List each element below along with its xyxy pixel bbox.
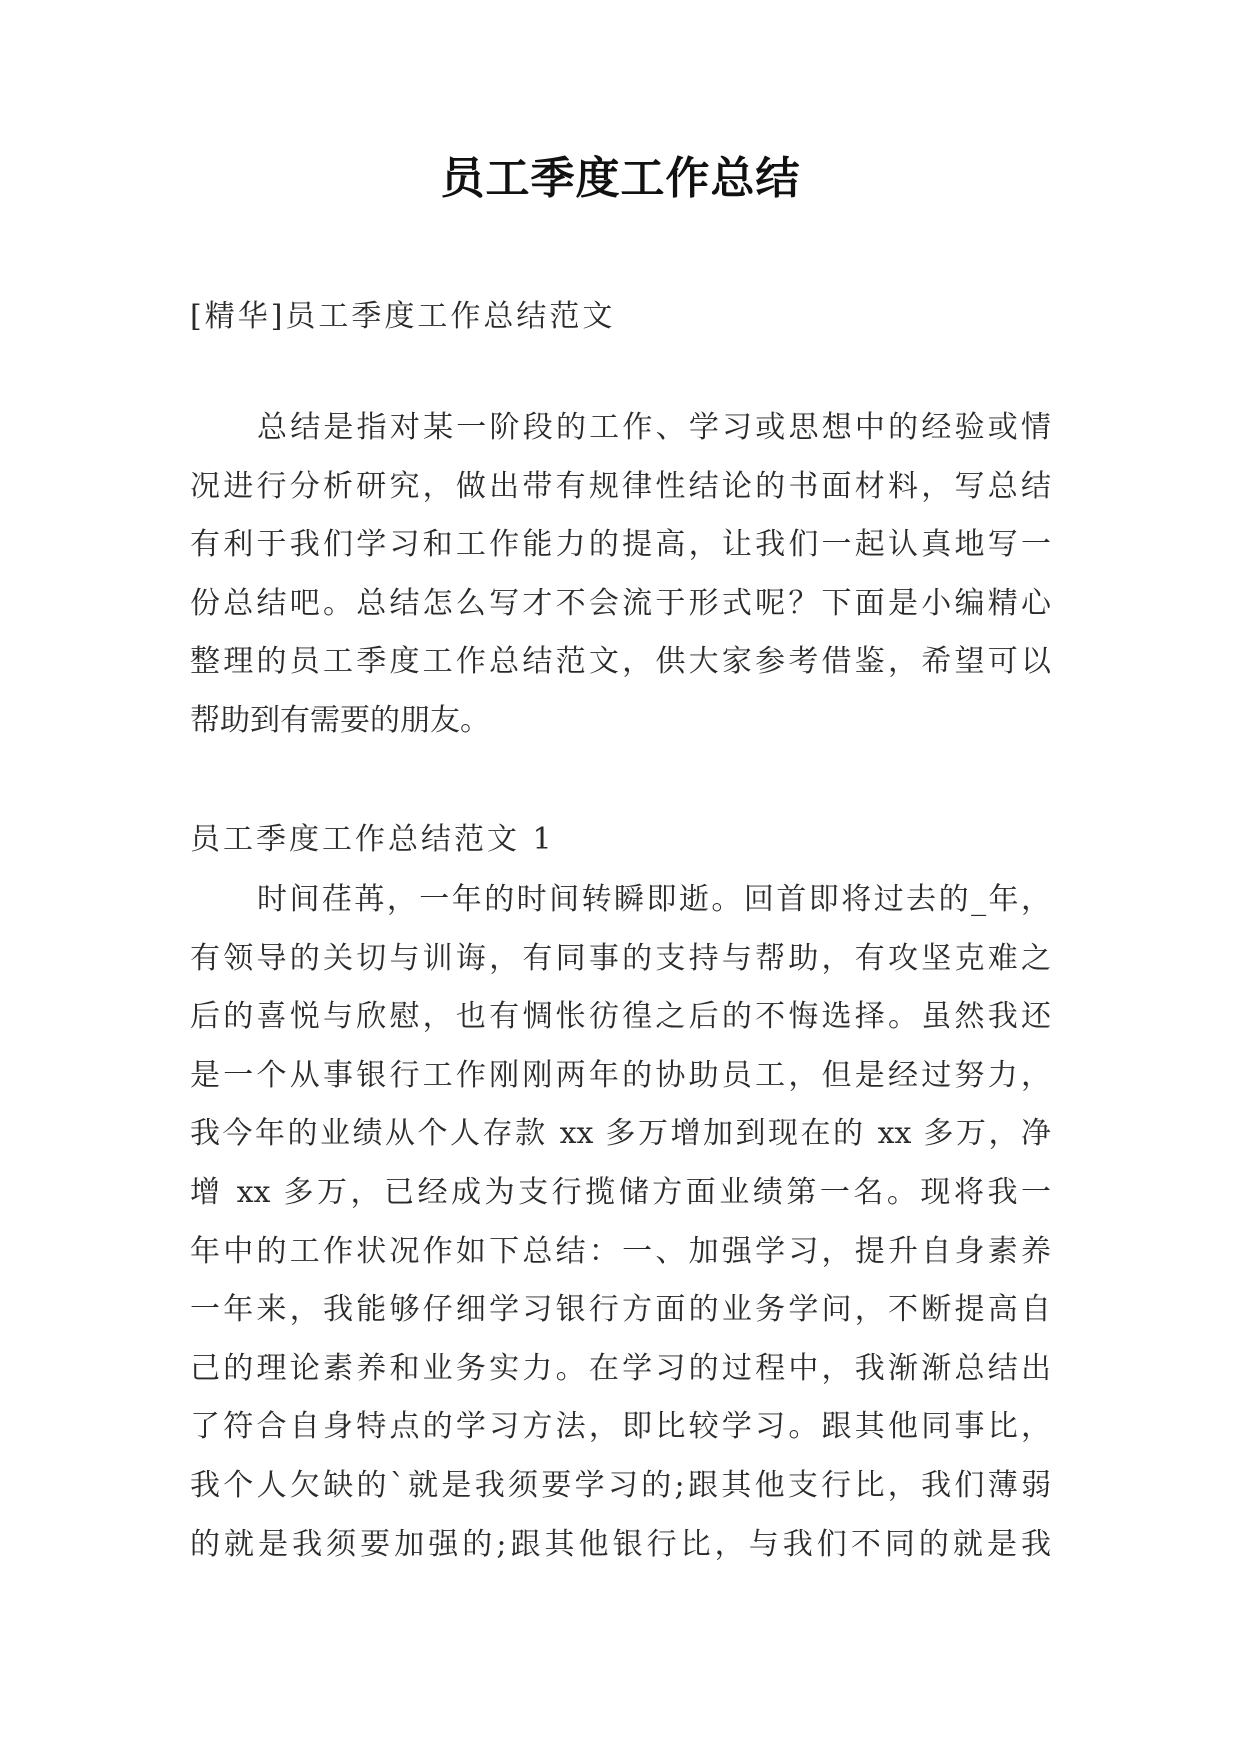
intro-line: 帮助到有需要的朋友。 xyxy=(190,702,490,738)
intro-line: 总结是指对某一阶段的工作、学习或思想中的经验或情 xyxy=(257,410,1051,445)
body-line: 后的喜悦与欣慰，也有惆怅彷徨之后的不悔选择。虽然我还 xyxy=(190,999,1051,1035)
intro-line: 况进行分析研究，做出带有规律性结论的书面材料，写总结 xyxy=(190,468,1051,504)
section-heading: 员工季度工作总结范文 1 xyxy=(190,822,555,857)
intro-line: 份总结吧。总结怎么写才不会流于形式呢？下面是小编精心 xyxy=(190,585,1051,621)
body-line: 我今年的业绩从个人存款 xx 多万增加到现在的 xx 多万，净 xyxy=(190,1116,1051,1152)
document-title: 员工季度工作总结 xyxy=(440,153,801,204)
body-line: 年中的工作状况作如下总结：一、加强学习，提升自身素养 xyxy=(190,1233,1051,1269)
body-line: 了符合自身特点的学习方法，即比较学习。跟其他同事比， xyxy=(190,1409,1051,1445)
body-line: 我个人欠缺的`就是我须要学习的;跟其他支行比，我们薄弱 xyxy=(190,1467,1051,1503)
body-line: 增 xx 多万，已经成为支行揽储方面业绩第一名。现将我一 xyxy=(190,1174,1051,1210)
body-line: 有领导的关切与训诲，有同事的支持与帮助，有攻坚克难之 xyxy=(190,940,1051,976)
intro-line: 整理的员工季度工作总结范文，供大家参考借鉴，希望可以 xyxy=(190,644,1051,680)
body-line: 时间荏苒，一年的时间转瞬即逝。回首即将过去的_年， xyxy=(257,882,1051,917)
section-body-paragraph xyxy=(190,871,1051,1574)
body-line: 一年来，我能够仔细学习银行方面的业务学问，不断提高自 xyxy=(190,1292,1051,1328)
document-subtitle: [精华]员工季度工作总结范文 xyxy=(190,299,616,334)
body-line: 的就是我须要加强的;跟其他银行比，与我们不同的就是我 xyxy=(190,1526,1051,1562)
body-line: 是一个从事银行工作刚刚两年的协助员工，但是经过努力， xyxy=(190,1057,1051,1093)
intro-paragraph xyxy=(190,399,1051,751)
body-line: 己的理论素养和业务实力。在学习的过程中，我渐渐总结出 xyxy=(190,1350,1051,1386)
intro-line: 有利于我们学习和工作能力的提高，让我们一起认真地写一 xyxy=(190,527,1051,563)
